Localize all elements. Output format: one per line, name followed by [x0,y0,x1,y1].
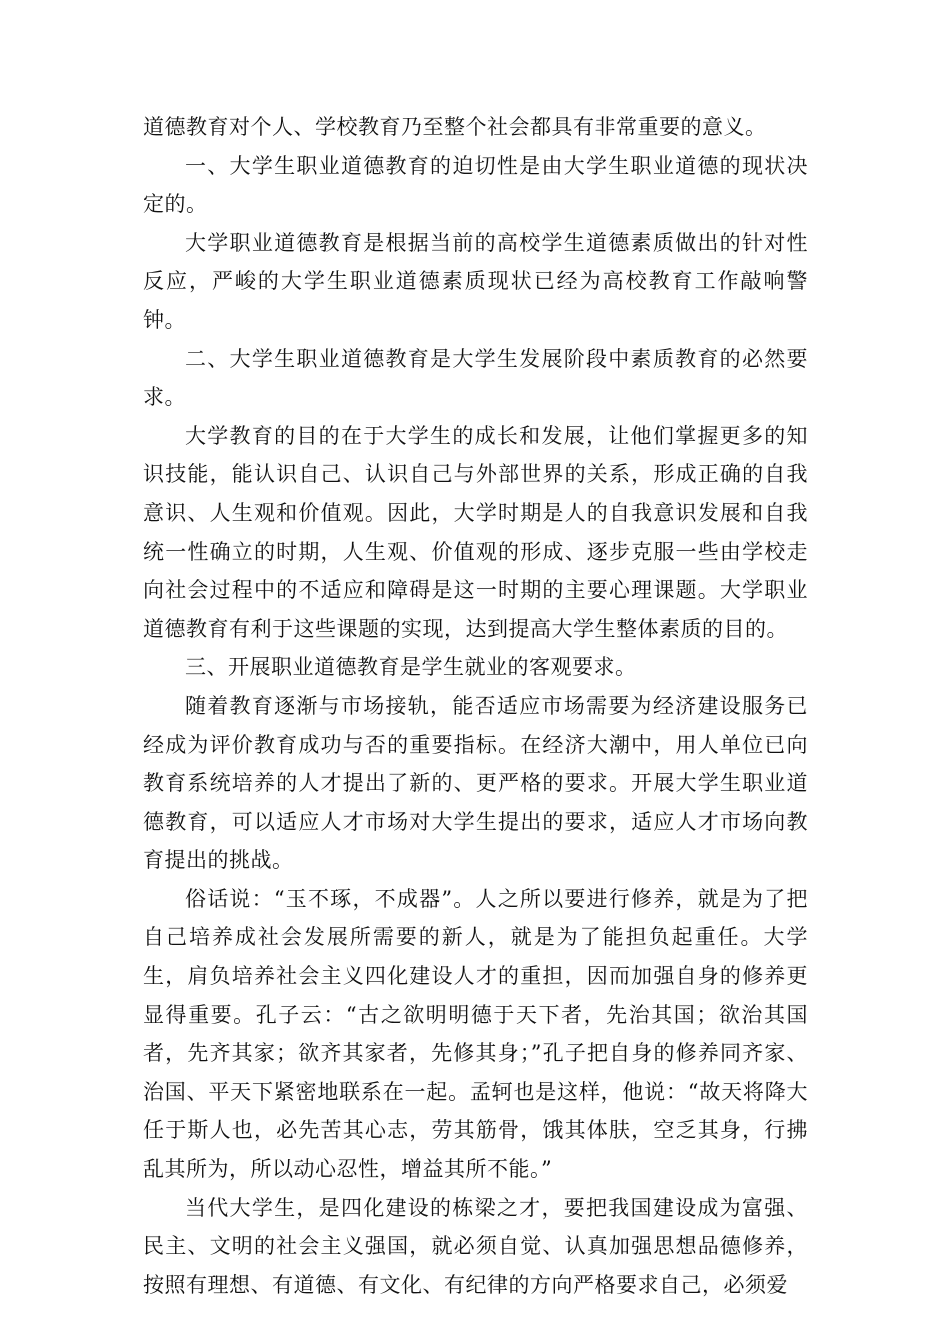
paragraph-section-one: 大学职业道德教育是根据当前的高校学生道德素质做出的针对性反应，严峻的大学生职业道德素质现状已经为高校教育工作敲响警钟。 [143,230,808,332]
heading-section-two: 二、大学生职业道德教育是大学生发展阶段中素质教育的必然要求。 [143,346,808,410]
paragraph-proverb-cultivation: 俗话说：“玉不琢，不成器”。人之所以要进行修养，就是为了把自己培养成社会发展所需要的新人，就是为了能担负起重任。大学生，肩负培养社会主义四化建设人才的重担，因而加强自身的修养更显得重要。孔子云：“古之欲明明德于天下者，先治其国；欲治其国者，先齐其家；欲齐其家者，先修其身；”孔子把自身的修养同齐家、治国、平天下紧密地联系在一起。孟轲也是这样，他说：“故天将降大任于斯人也，必先苦其心志，劳其筋骨，饿其体肤，空乏其身，行拂乱其所为，所以动心忍性，增益其所不能。” [143,886,808,1182]
paragraph-section-two: 大学教育的目的在于大学生的成长和发展，让他们掌握更多的知识技能，能认识自己、认识自己与外部世界的关系，形成正确的自我意识、人生观和价值观。因此，大学时期是人的自我意识发展和自我统一性确立的时期，人生观、价值观的形成、逐步克服一些由学校走向社会过程中的不适应和障碍是这一时期的主要心理课题。大学职业道德教育有利于这些课题的实现，达到提高大学生整体素质的目的。 [143,423,808,641]
paragraph-intro-continuation: 道德教育对个人、学校教育乃至整个社会都具有非常重要的意义。 [143,115,767,139]
heading-section-one: 一、大学生职业道德教育的迫切性是由大学生职业道德的现状决定的。 [143,153,808,217]
paragraph-section-three: 随着教育逐渐与市场接轨，能否适应市场需要为经济建设服务已经成为评价教育成功与否的重要指标。在经济大潮中，用人单位已向教育系统培养的人才提出了新的、更严格的要求。开展大学生职业道德教育，可以适应人才市场对大学生提出的要求，适应人才市场向教育提出的挑战。 [143,693,808,873]
document-body [143,108,808,1304]
heading-section-three: 三、开展职业道德教育是学生就业的客观要求。 [185,655,637,680]
paragraph-contemporary-students: 当代大学生，是四化建设的栋梁之才，要把我国建设成为富强、民主、文明的社会主义强国，就必须自觉、认真加强思想品德修养，按照有理想、有道德、有文化、有纪律的方向严格要求自己，必须爱 [143,1195,808,1297]
